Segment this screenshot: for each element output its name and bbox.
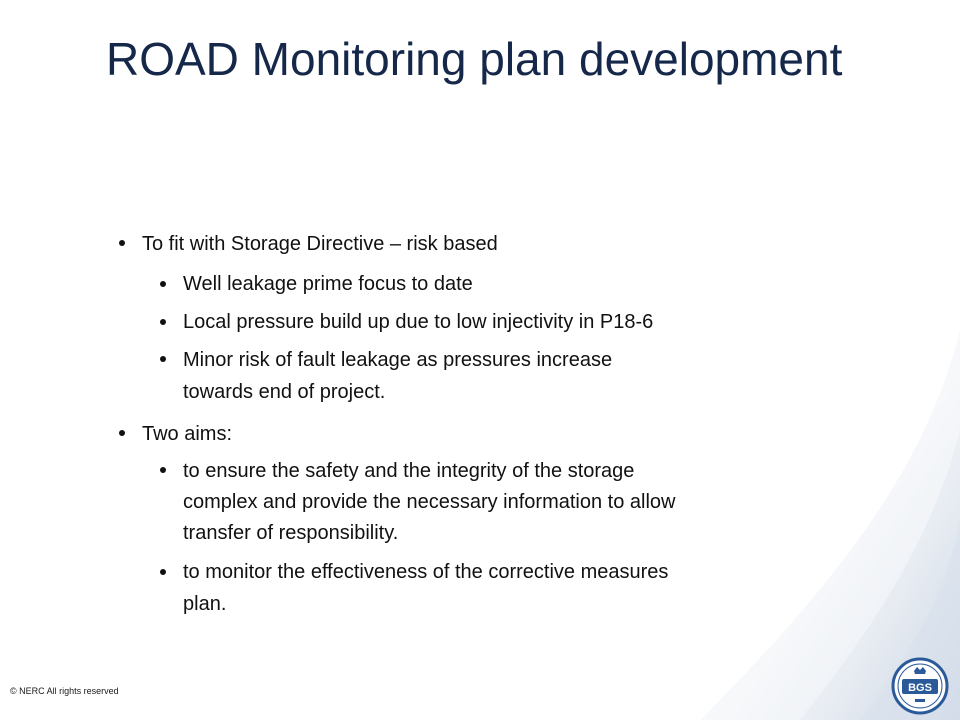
copyright-footer: © NERC All rights reserved <box>10 686 119 696</box>
bgs-logo-icon <box>890 657 950 715</box>
bullet-item: Local pressure build up due to low injectivity in P18-6 <box>183 311 654 333</box>
bullet-item: to ensure the safety and the integrity of the storage <box>183 460 635 482</box>
bullet-item: Minor risk of fault leakage as pressures increase <box>183 349 613 371</box>
bullet-dot <box>160 356 166 362</box>
bullet-dot <box>119 240 125 246</box>
bullet-item-continuation: towards end of project. <box>183 381 386 403</box>
bullet-item-continuation: complex and provide the necessary information to allow <box>183 491 676 513</box>
bullet-dot <box>160 281 166 287</box>
bullet-item-continuation: plan. <box>183 593 227 615</box>
bullet-dot <box>160 467 166 473</box>
bullet-dot <box>160 569 166 575</box>
bullet-item: Two aims: <box>142 423 233 445</box>
bullet-dot <box>160 319 166 325</box>
bgs-logo-text: BGS <box>908 682 932 694</box>
slide-title: ROAD Monitoring plan development <box>106 33 843 85</box>
bullet-item: to monitor the effectiveness of the corrective measures <box>183 561 669 583</box>
bullet-item: To fit with Storage Directive – risk based <box>142 233 498 255</box>
bullet-dot <box>119 430 125 436</box>
bullet-item: Well leakage prime focus to date <box>183 273 473 295</box>
bullet-item-continuation: transfer of responsibility. <box>183 522 399 544</box>
